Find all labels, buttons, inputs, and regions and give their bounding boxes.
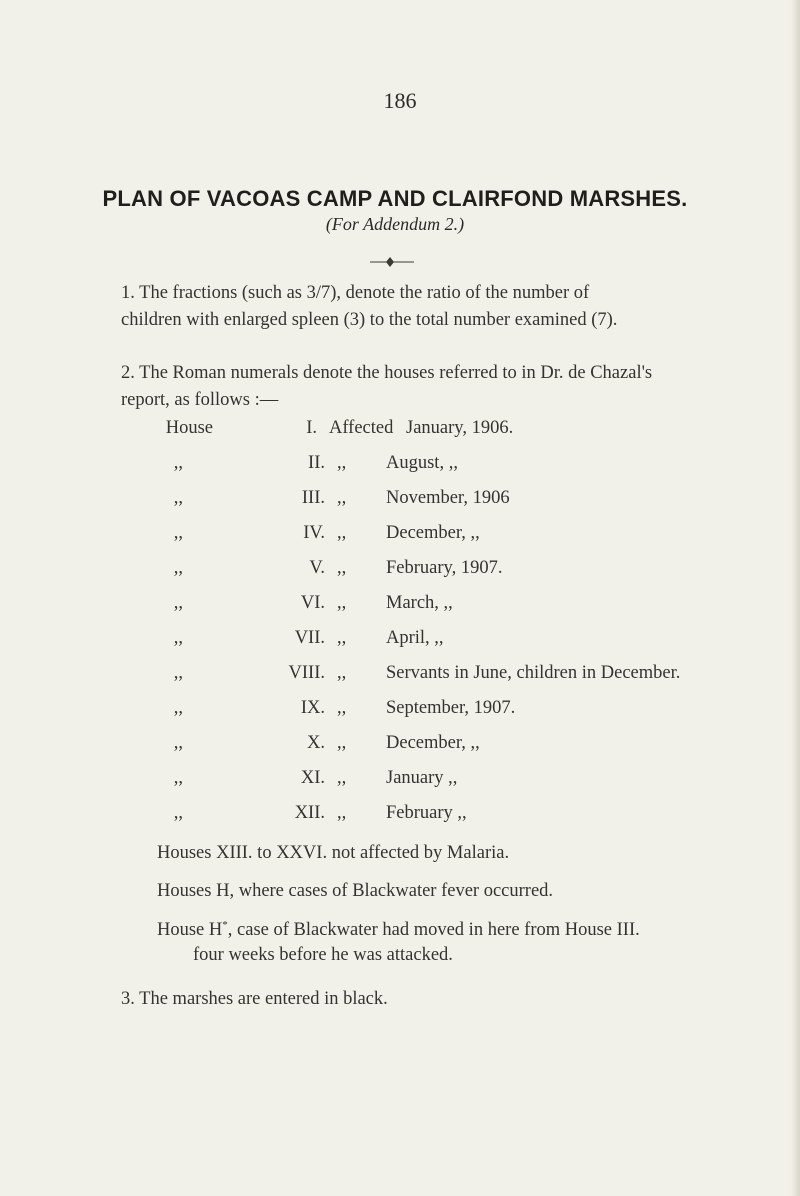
house-numeral: V. <box>309 558 325 578</box>
affected-ditto: ,, <box>337 523 347 543</box>
note-blackwater: Houses H, where cases of Blackwater fever occurred. <box>157 881 554 901</box>
paragraph-1-line-1: 1. The fractions (such as 3/7), denote the ratio of the number of <box>121 283 590 303</box>
affected-ditto: ,, <box>337 663 347 683</box>
table-row <box>157 418 757 444</box>
table-row <box>157 768 757 794</box>
affected-date: March, ,, <box>386 593 453 613</box>
house-label: House <box>165 418 213 438</box>
house-ditto: ,, <box>173 453 183 473</box>
table-row <box>157 663 757 689</box>
affected-ditto: ,, <box>337 488 347 508</box>
affected-date: February, 1907. <box>386 558 503 578</box>
table-row <box>157 733 757 759</box>
page-title: PLAN OF VACOAS CAMP AND CLAIRFOND MARSHES. <box>102 186 688 211</box>
house-numeral: VIII. <box>288 663 325 683</box>
house-numeral: II. <box>308 453 325 473</box>
affected-date: September, 1907. <box>386 698 516 718</box>
table-row <box>157 628 757 654</box>
note-house-h-star <box>157 919 640 941</box>
affected-ditto: ,, <box>337 803 347 823</box>
affected-date: April, ,, <box>386 628 444 648</box>
house-numeral: XI. <box>300 768 325 788</box>
house-numeral: IV. <box>303 523 325 543</box>
house-ditto: ,, <box>173 628 183 648</box>
affected-ditto: ,, <box>337 768 347 788</box>
house-ditto: ,, <box>173 768 183 788</box>
house-ditto: ,, <box>173 593 183 613</box>
house-ditto: ,, <box>173 663 183 683</box>
affected-ditto: ,, <box>337 558 347 578</box>
table-row <box>157 558 757 584</box>
affected-date: August, ,, <box>386 453 458 473</box>
house-ditto: ,, <box>173 558 183 578</box>
table-row <box>157 593 757 619</box>
house-numeral: VII. <box>294 628 325 648</box>
affected-ditto: ,, <box>337 628 347 648</box>
affected-date: Servants in June, children in December. <box>386 663 681 683</box>
diamond-rule-icon <box>370 255 414 269</box>
house-numeral: IX. <box>300 698 325 718</box>
paragraph-2-line-1: 2. The Roman numerals denote the houses referred to in Dr. de Chazal's <box>121 363 653 383</box>
affected-ditto: ,, <box>337 593 347 613</box>
house-numeral: XII. <box>294 803 325 823</box>
affected-date: February ,, <box>386 803 467 823</box>
paragraph-3: 3. The marshes are entered in black. <box>121 989 388 1009</box>
house-numeral: VI. <box>300 593 325 613</box>
affected-date: November, 1906 <box>386 488 510 508</box>
affected-ditto: ,, <box>337 733 347 753</box>
house-h-label: House H <box>157 920 223 941</box>
affected-date: December, ,, <box>386 523 480 543</box>
house-ditto: ,, <box>173 488 183 508</box>
house-ditto: ,, <box>173 523 183 543</box>
house-ditto: ,, <box>173 698 183 718</box>
house-ditto: ,, <box>173 733 183 753</box>
house-numeral: X. <box>307 733 325 753</box>
table-row <box>157 488 757 514</box>
table-row <box>157 453 757 479</box>
page-number: 186 <box>383 88 417 113</box>
affected-label: Affected <box>329 418 394 438</box>
paragraph-1-line-2: children with enlarged spleen (3) to the total number examined (7). <box>121 310 618 330</box>
page-subtitle: (For Addendum 2.) <box>325 214 465 234</box>
affected-date: January ,, <box>386 768 458 788</box>
table-row <box>157 698 757 724</box>
house-h-text: , case of Blackwater had moved in here from House III. <box>227 920 640 941</box>
affected-date: January, 1906. <box>406 418 514 438</box>
house-numeral: III. <box>301 488 325 508</box>
paragraph-2-line-2: report, as follows :— <box>121 390 279 410</box>
affected-date: December, ,, <box>386 733 480 753</box>
table-row <box>157 803 757 829</box>
affected-ditto: ,, <box>337 698 347 718</box>
affected-ditto: ,, <box>337 453 347 473</box>
house-ditto: ,, <box>173 803 183 823</box>
note-not-affected: Houses XIII. to XXVI. not affected by Malaria. <box>157 843 510 863</box>
table-row <box>157 523 757 549</box>
house-numeral: I. <box>306 418 317 438</box>
page-edge-shadow <box>791 0 800 1196</box>
asterisk-mark: * <box>222 919 228 931</box>
note-house-h-star-continued: four weeks before he was attacked. <box>193 945 453 965</box>
